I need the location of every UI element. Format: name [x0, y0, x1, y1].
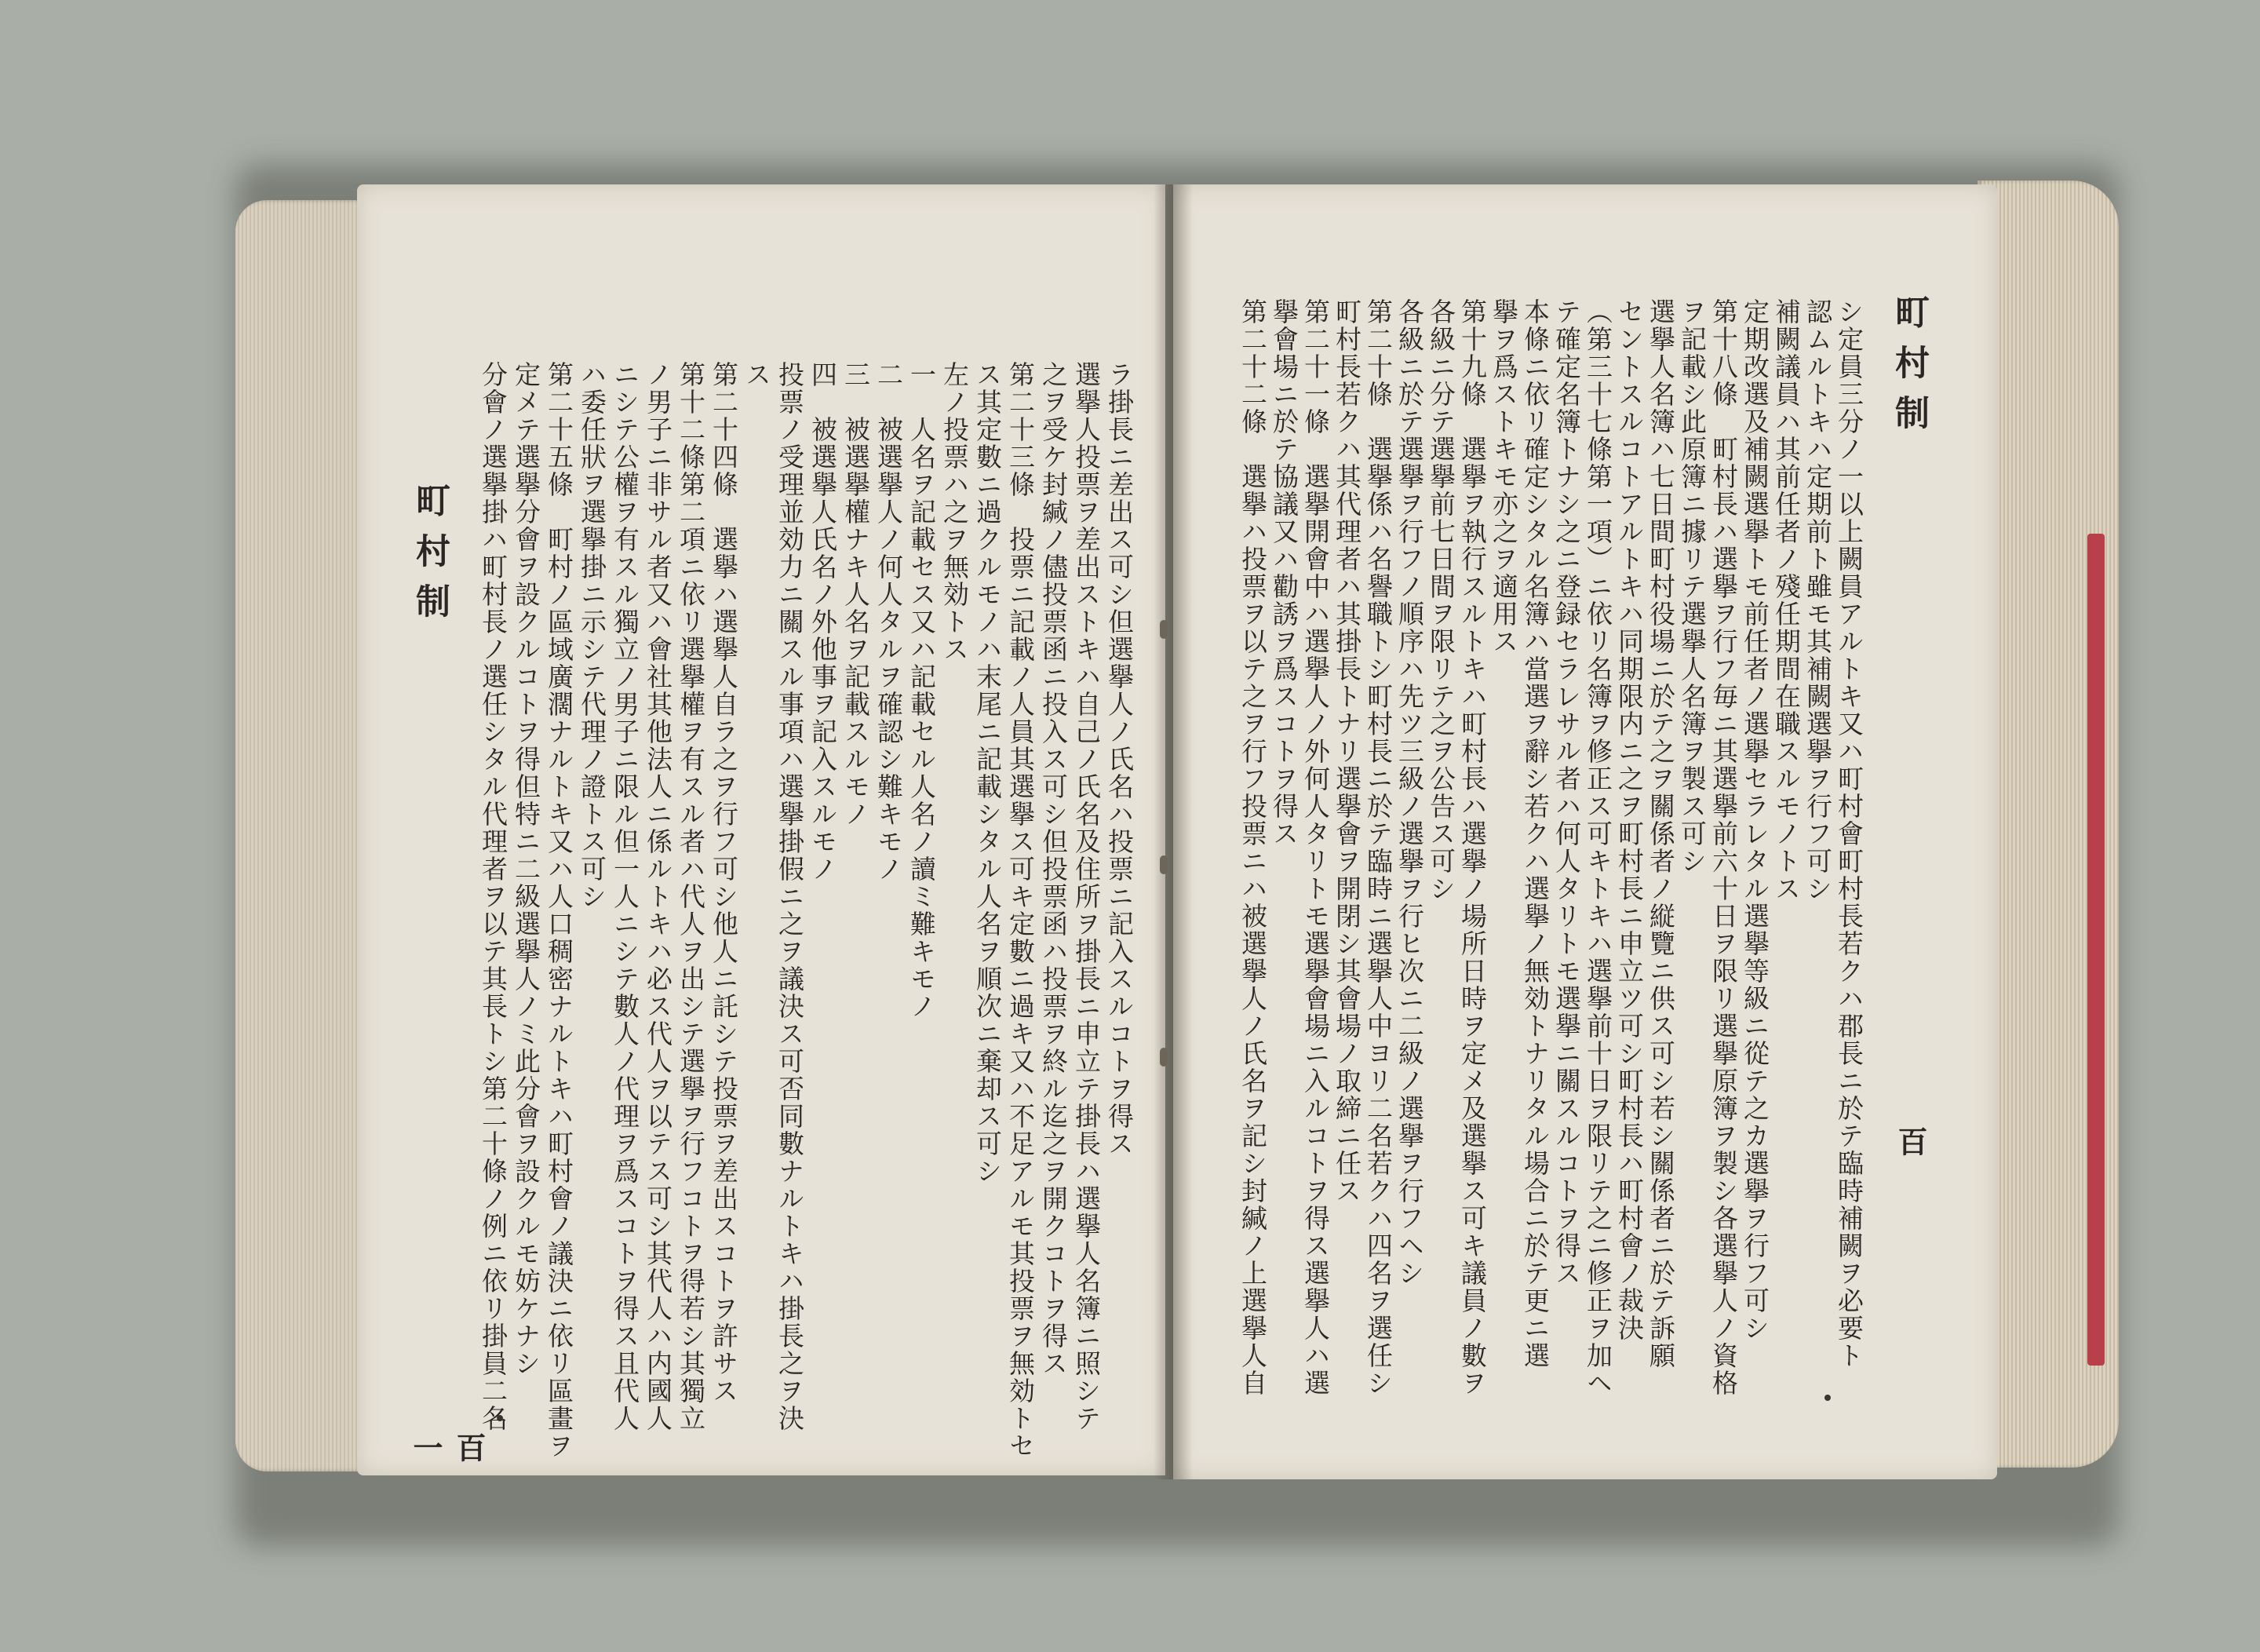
text-column: 第二十二條 選擧ハ投票ヲ以テ之ヲ行フ投票ニハ被選擧人ノ氏名ヲ記シ封緘ノ上選擧人自	[1238, 298, 1268, 1397]
text-column: 町村長若クハ其代理者ハ其掛長トナリ選擧會ヲ開閉シ其會場ノ取締ニ任ス	[1332, 298, 1362, 1205]
text-column: 認ムルトキハ定期前ト雖モ其補闕選擧ヲ行フ可シ	[1803, 298, 1833, 903]
right-folio: 百	[1893, 1126, 1928, 1156]
text-column: 第十八條 町村長ハ選擧ヲ行フ毎ニ其選擧前六十日ヲ限リ選擧原簿ヲ製シ各選擧人ノ資格	[1708, 298, 1739, 1397]
left-folio: 百一	[408, 1432, 487, 1462]
text-column: ノ男子ニ非サル者又ハ會社其他法人ニ係ルトキハ必ス代人ヲ以テス可シ其代人ハ内國人	[643, 361, 673, 1432]
binding-stitch	[1160, 620, 1168, 639]
text-column: 分會ノ選擧掛ハ町村長ノ選任シタル代理者ヲ以テ其長トシ第二十條ノ例ニ依リ掛員二名	[478, 361, 508, 1432]
text-column: 第二十四條 選擧ハ選擧人自ラ之ヲ行フ可シ他人ニ託シテ投票ヲ差出スコトヲ許サス	[709, 361, 739, 1405]
binding-stitch	[1160, 855, 1168, 874]
text-column: 投票ノ受理並効力ニ關スル事項ハ選擧掛假ニ之ヲ議決ス可否同數ナルトキハ掛長之ヲ決	[775, 361, 805, 1432]
left-page	[357, 184, 1165, 1475]
text-column: 擧會場ニ於テ協議又ハ勸誘ヲ爲スコトヲ得ス	[1269, 298, 1300, 848]
text-column: 選擧人投票ヲ差出ストキハ自己ノ氏名及住所ヲ掛長ニ申立テ掛長ハ選擧人名簿ニ照シテ	[1071, 361, 1102, 1432]
text-column: 定期改選及補闕選擧トモ前任者ノ選擧セラレタル選擧等級ニ從テ之カ選擧ヲ行フ可シ	[1740, 298, 1770, 1342]
text-column: 第十二條第二項ニ依リ選擧權ヲ有スル者ハ代人ヲ出シテ選擧ヲ行フコトヲ得若シ其獨立	[676, 361, 706, 1432]
text-column: 定メテ選擧分會ヲ設クルコトヲ得但特ニ二級選擧人ノミ此分會ヲ設クルモ妨ケナシ	[511, 361, 541, 1377]
text-column: 二 被選擧人ノ何人タルヲ確認シ難キモノ	[873, 361, 904, 883]
red-bookmark-edge	[2087, 534, 2105, 1366]
text-column: 各級ニ於テ選擧ヲ行フノ順序ハ先ツ三級ノ選擧ヲ行ヒ次ニ二級ノ選擧ヲ行フヘシ	[1394, 298, 1425, 1287]
text-column: ラ掛長ニ差出ス可シ但選擧人ノ氏名ハ投票ニ記入スルコトヲ得ス	[1104, 361, 1135, 1158]
text-column: 第二十五條 町村ノ區域廣濶ナルトキ又ハ人口稠密ナルトキハ町村會ノ議決ニ依リ區畫ヲ	[544, 361, 574, 1460]
text-column: ハ委任狀ヲ選擧掛ニ示シテ代理ノ證トス可シ	[577, 361, 607, 910]
text-column: ス其定數ニ過クルモノハ末尾ニ記載シタル人名ヲ順次ニ棄却ス可シ	[972, 361, 1003, 1185]
text-column: シ定員三分ノ一以上闕員アルトキ又ハ町村會町村長若クハ郡長ニ於テ臨時補闕ヲ必要ト	[1834, 298, 1864, 1369]
text-column: 四 被選擧人氏名ノ外他事ヲ記入スルモノ	[807, 361, 838, 883]
right-running-head: 町村制	[1889, 294, 1929, 445]
text-column: 第二十三條 投票ニ記載ノ人員其選擧ス可キ定數ニ過キ又ハ不足アルモ其投票ヲ無効トセ	[1005, 361, 1036, 1460]
text-column: 各級ニ分テ選擧前七日間ヲ限リテ之ヲ公告ス可シ	[1426, 298, 1456, 903]
left-page-edges	[235, 200, 369, 1471]
text-column: 第十九條 選擧ヲ執行スルトキハ町村長ハ選擧ノ場所日時ヲ定メ及選擧ス可キ議員ノ數ヲ	[1457, 298, 1488, 1397]
text-column: 三 被選擧權ナキ人名ヲ記載スルモノ	[840, 361, 871, 828]
text-column: セントスルコトアルトキハ同期限内ニ之ヲ町村長ニ申立ツ可シ町村長ハ町村會ノ裁決	[1614, 298, 1645, 1342]
text-column: ヲ記載シ此原簿ニ據リテ選擧人名簿ヲ製ス可シ	[1677, 298, 1708, 875]
text-column: ニシテ公權ヲ有スル獨立ノ男子ニ限ル但一人ニシテ數人ノ代理ヲ爲スコトヲ得ス且代人	[610, 361, 640, 1432]
binding-stitch	[1160, 1048, 1168, 1067]
text-column: 第二十條 選擧係ハ名譽職トシ町村長ニ於テ臨時ニ選擧人中ヨリ二名若クハ四名ヲ選任シ	[1363, 298, 1394, 1397]
text-column: 一 人名ヲ記載セス又ハ記載セル人名ノ讀ミ難キモノ	[906, 361, 937, 1020]
text-column: テ確定名簿トナシ之ニ登録セラレサル者ハ何人タリトモ選擧ニ關スルコトヲ得ス	[1551, 298, 1582, 1287]
text-column: 擧ヲ爲ストキモ亦之ヲ適用ス	[1489, 298, 1519, 655]
text-column: 補闕議員ハ其前任者ノ殘任期間在職スルモノトス	[1771, 298, 1802, 903]
text-column: 左ノ投票ハ之ヲ無効トス	[939, 361, 970, 663]
page-dot-right	[1824, 1395, 1831, 1401]
text-column: （第三十七條第一項）ニ依リ名簿ヲ修正ス可キトキハ選擧前十日ヲ限リテ之ニ修正ヲ加ヘ	[1583, 298, 1613, 1397]
text-column: 之ヲ受ケ封緘ノ儘投票函ニ投入ス可シ但投票函ハ投票ヲ終ル迄之ヲ開クコトヲ得ス	[1038, 361, 1069, 1377]
text-column: 第二十一條 選擧開會中ハ選擧人ノ外何人タリトモ選擧會場ニ入ルコトヲ得ス選擧人ハ選	[1300, 298, 1331, 1397]
book-gutter	[1154, 184, 1193, 1479]
text-column: 選擧人名簿ハ七日間町村役場ニ於テ之ヲ關係者ノ縦覽ニ供ス可シ若シ關係者ニ於テ訴願	[1646, 298, 1676, 1369]
text-column: ス	[742, 361, 772, 388]
left-running-head: 町村制	[410, 483, 450, 633]
right-page	[1173, 184, 1997, 1479]
text-column: 本條ニ依リ確定シタル名簿ハ當選ヲ辭シ若クハ選擧ノ無効トナリタル場合ニ於テ更ニ選	[1520, 298, 1551, 1369]
